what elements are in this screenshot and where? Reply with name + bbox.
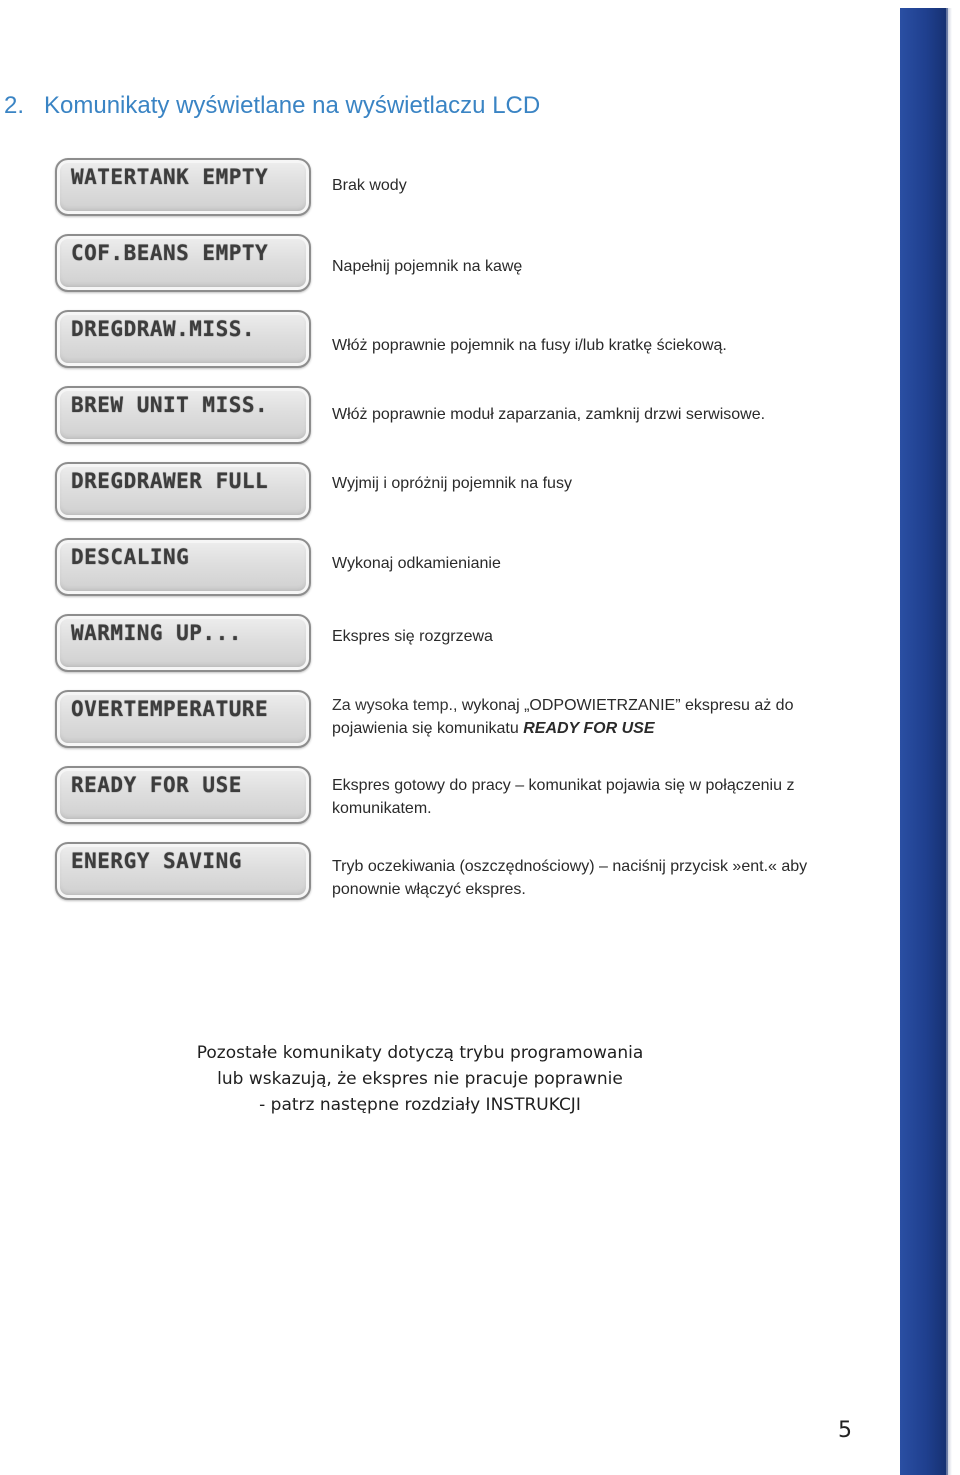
message-description: Tryb oczekiwania (oszczędnościowy) – naciśnij przycisk »ent.« aby ponownie włączyć ekspres. <box>332 858 808 898</box>
footer-note-line: lub wskazują, że ekspres nie pracuje poprawnie <box>217 1069 623 1089</box>
lcd-display-energy-saving <box>55 842 311 900</box>
footer-note <box>0 1040 840 1118</box>
message-description: Włóż poprawnie moduł zaparzania, zamknij drzwi serwisowe. <box>332 406 766 423</box>
side-bar-decoration <box>900 8 948 1475</box>
message-description: Wyjmij i opróżnij pojemnik na fusy <box>332 475 572 492</box>
side-bar-shadow <box>946 8 952 1475</box>
lcd-message-text: COF.BEANS EMPTY <box>71 241 269 265</box>
lcd-message-text: READY FOR USE <box>71 773 242 797</box>
lcd-display-descaling <box>55 538 311 596</box>
lcd-display-dregdraw-miss <box>55 310 311 368</box>
section-title: Komunikaty wyświetlane na wyświetlaczu LCD <box>44 92 541 119</box>
lcd-display-cof-beans-empty <box>55 234 311 292</box>
lcd-display-overtemperature <box>55 690 311 748</box>
lcd-message-text: BREW UNIT MISS. <box>71 393 269 417</box>
description-prefix: Za wysoka temp. <box>332 697 453 714</box>
lcd-message-text: OVERTEMPERATURE <box>71 697 269 721</box>
lcd-message-text: DREGDRAW.MISS. <box>71 317 256 341</box>
page-number: 5 <box>838 1418 852 1443</box>
description-middle: , wykonaj „ODPOWIETRZANIE” ekspresu aż do pojawienia się komunikatu <box>332 697 794 737</box>
lcd-message-text: DREGDRAWER FULL <box>71 469 269 493</box>
lcd-message-text: DESCALING <box>71 545 190 569</box>
lcd-message-text: WATERTANK EMPTY <box>71 165 269 189</box>
message-description: Ekspres gotowy do pracy – komunikat pojawia się w połączeniu z komunikatem. <box>332 777 795 817</box>
lcd-display-watertank-empty <box>55 158 311 216</box>
lcd-message-text: WARMING UP... <box>71 621 242 645</box>
message-description <box>332 694 862 740</box>
lcd-message-text: ENERGY SAVING <box>71 849 242 873</box>
section-number: 2. <box>4 92 25 119</box>
footer-note-line: - patrz następne rozdziały INSTRUKCJI <box>259 1095 581 1115</box>
lcd-display-brew-unit-miss <box>55 386 311 444</box>
message-description: Wykonaj odkamienianie <box>332 555 501 572</box>
message-description: Napełnij pojemnik na kawę <box>332 258 523 275</box>
description-emphasis: READY FOR USE <box>523 720 655 737</box>
lcd-display-warming-up <box>55 614 311 672</box>
message-description: Ekspres się rozgrzewa <box>332 628 493 645</box>
lcd-display-dregdrawer-full <box>55 462 311 520</box>
section-heading <box>4 92 540 120</box>
footer-note-line: Pozostałe komunikaty dotyczą trybu programowania <box>196 1043 644 1063</box>
lcd-display-ready-for-use <box>55 766 311 824</box>
message-description: Brak wody <box>332 177 407 194</box>
message-description: Włóż poprawnie pojemnik na fusy i/lub kratkę ściekową. <box>332 337 727 354</box>
